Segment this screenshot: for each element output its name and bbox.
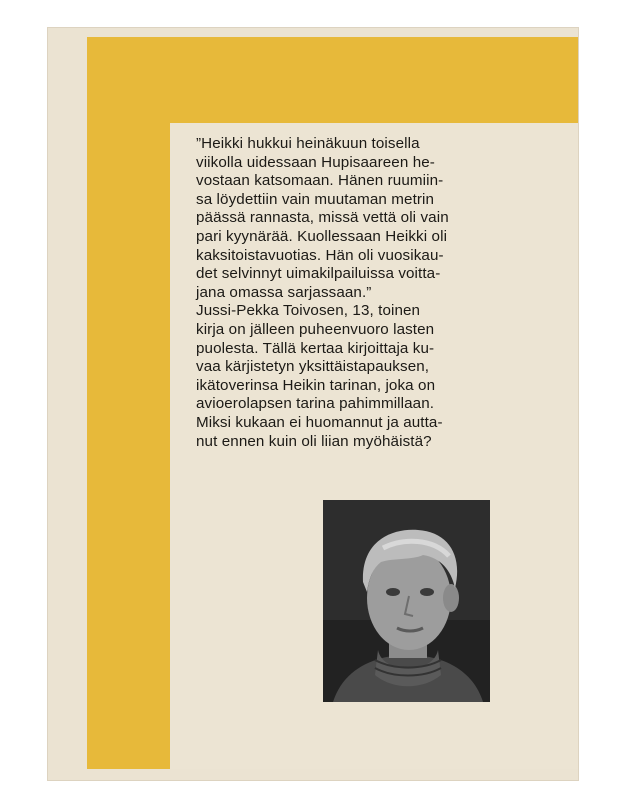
- book-back-cover: [48, 28, 578, 780]
- author-photo: [323, 500, 490, 702]
- author-portrait-image: [323, 500, 490, 702]
- back-cover-blurb: [196, 135, 504, 451]
- blurb-quote: ”Heikki hukkui heinäkuun toisella viikolla uidessaan Hupisaareen he- vostaan katsomaan. Hänen ruumiin- sa löydettiin vain muutaman metrin päässä rannasta, missä vettä oli vain pari kyynärää. Kuollessaan Heikki oli kaksitoistavuotias. Hän oli vuosikau- det selvinnyt uimakilpailuissa voitta- jana omassa sarjassaan.”: [196, 135, 449, 301]
- yellow-left-band: [87, 37, 170, 769]
- blurb-description: Jussi-Pekka Toivosen, 13, toinen kirja on jälleen puheenvuoro lasten puolesta. Tällä kertaa kirjoittaja ku- vaa kärjistetyn yksittäistapauksen, ikätoverinsa Heikin tarinan, joka on avioerolapsen tarina pahimmillaan. Miksi kukaan ei huomannut ja autta- nut ennen kuin oli liian myöhäistä?: [196, 302, 443, 450]
